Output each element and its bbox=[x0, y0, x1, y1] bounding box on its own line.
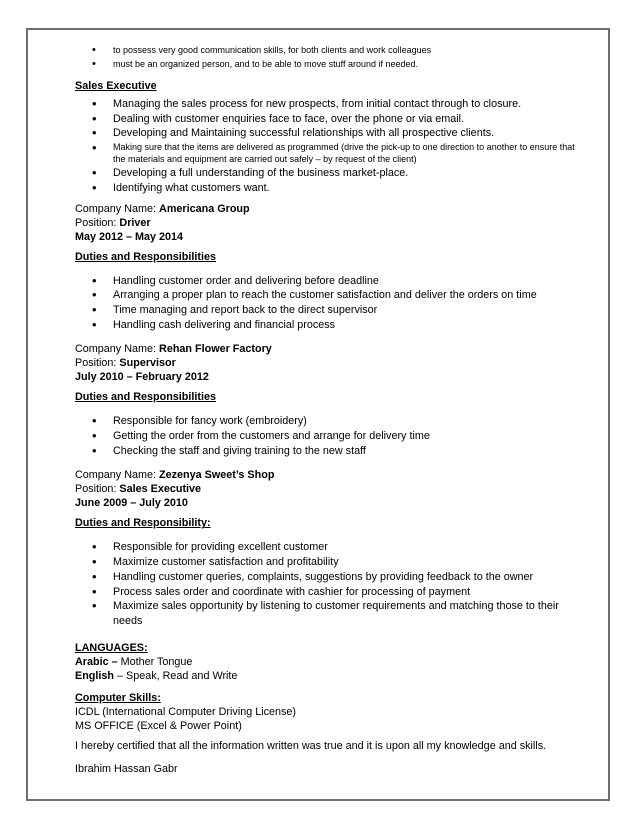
job-block bbox=[75, 202, 575, 333]
duties-heading: Duties and Responsibilities bbox=[75, 250, 216, 263]
company-name: Zezenya Sweet’s Shop bbox=[159, 469, 275, 482]
list-item: • Maximize customer satisfaction and profitability bbox=[75, 555, 575, 570]
list-item: • Process sales order and coordinate with cashier for processing of payment bbox=[75, 585, 575, 600]
duties-heading: Duties and Responsibilities bbox=[75, 391, 216, 404]
job-block bbox=[75, 342, 575, 458]
job-dates: July 2010 – February 2012 bbox=[75, 371, 209, 384]
position-label: Position: bbox=[75, 483, 120, 496]
position-line bbox=[75, 356, 575, 370]
duties-list bbox=[75, 274, 575, 333]
list-item: • Handling customer queries, complaints, suggestions by providing feedback to the owner bbox=[75, 570, 575, 585]
list-item: • Developing and Maintaining successful relationships with all prospective clients. bbox=[75, 126, 575, 141]
languages-heading: LANGUAGES: bbox=[75, 641, 148, 654]
company-line bbox=[75, 202, 575, 216]
list-item: • Time managing and report back to the direct supervisor bbox=[75, 303, 575, 318]
duties-list bbox=[75, 414, 575, 458]
job-block bbox=[75, 468, 575, 628]
job-dates: June 2009 – July 2010 bbox=[75, 497, 188, 510]
list-item: • Getting the order from the customers and arrange for delivery time bbox=[75, 429, 575, 444]
position-label: Position: bbox=[75, 216, 120, 229]
list-item: • Handling customer order and delivering before deadline bbox=[75, 274, 575, 289]
position-name: Driver bbox=[119, 216, 151, 229]
list-item: • to possess very good communication skills, for both clients and work colleagues bbox=[75, 44, 575, 58]
language-item bbox=[75, 655, 575, 669]
list-item: • Checking the staff and giving training to the new staff bbox=[75, 444, 575, 459]
job-dates: May 2012 – May 2014 bbox=[75, 230, 184, 243]
list-item: • Handling cash delivering and financial process bbox=[75, 318, 575, 333]
position-line bbox=[75, 482, 575, 496]
list-item: • must be an organized person, and to be able to move stuff around if needed. bbox=[75, 58, 575, 72]
computer-skill-item: MS OFFICE (Excel & Power Point) bbox=[75, 719, 242, 732]
language-name: English bbox=[75, 669, 114, 682]
duties-list bbox=[75, 540, 575, 628]
certification-statement: I hereby certified that all the information written was true and it is upon all my knowledge and skills. bbox=[75, 739, 547, 752]
language-item bbox=[75, 669, 575, 683]
list-item: • Arranging a proper plan to reach the customer satisfaction and deliver the orders on time bbox=[75, 288, 575, 303]
company-name: Rehan Flower Factory bbox=[159, 343, 272, 356]
resume-content bbox=[75, 44, 575, 776]
list-item: • Managing the sales process for new prospects, from initial contact through to closure. bbox=[75, 97, 575, 112]
list-item: • Responsible for fancy work (embroidery) bbox=[75, 414, 575, 429]
company-name: Americana Group bbox=[159, 202, 250, 215]
sales-executive-list bbox=[75, 97, 575, 196]
company-label: Company Name: bbox=[75, 469, 160, 482]
top-bullet-list bbox=[75, 44, 575, 71]
position-name: Supervisor bbox=[119, 357, 176, 370]
list-item: • Identifying what customers want. bbox=[75, 181, 575, 196]
position-name: Sales Executive bbox=[119, 483, 202, 496]
company-line bbox=[75, 342, 575, 356]
computer-skill-item: ICDL (International Computer Driving License) bbox=[75, 705, 297, 718]
list-item: • Dealing with customer enquiries face to face, over the phone or via email. bbox=[75, 112, 575, 127]
position-label: Position: bbox=[75, 357, 120, 370]
sales-executive-heading: Sales Executive bbox=[75, 80, 157, 92]
language-name: Arabic – bbox=[75, 655, 118, 668]
language-detail: Mother Tongue bbox=[117, 655, 193, 668]
language-detail: – Speak, Read and Write bbox=[114, 669, 238, 682]
company-label: Company Name: bbox=[75, 202, 160, 215]
list-item: • Maximize sales opportunity by listening to customer requirements and matching those to their needs bbox=[75, 599, 575, 628]
list-item: • Developing a full understanding of the business market-place. bbox=[75, 166, 575, 181]
duties-heading: Duties and Responsibility: bbox=[75, 517, 211, 530]
list-item: • Responsible for providing excellent customer bbox=[75, 540, 575, 555]
company-label: Company Name: bbox=[75, 343, 160, 356]
signature-name: Ibrahim Hassan Gabr bbox=[75, 762, 178, 775]
position-line bbox=[75, 216, 575, 230]
computer-skills-heading: Computer Skills: bbox=[75, 691, 161, 704]
company-line bbox=[75, 468, 575, 482]
list-item: • Making sure that the items are delivered as programmed (drive the pick-up to one direction to another to ensure that the materials and equipment are carried out safely – by request of the client) bbox=[75, 141, 575, 166]
